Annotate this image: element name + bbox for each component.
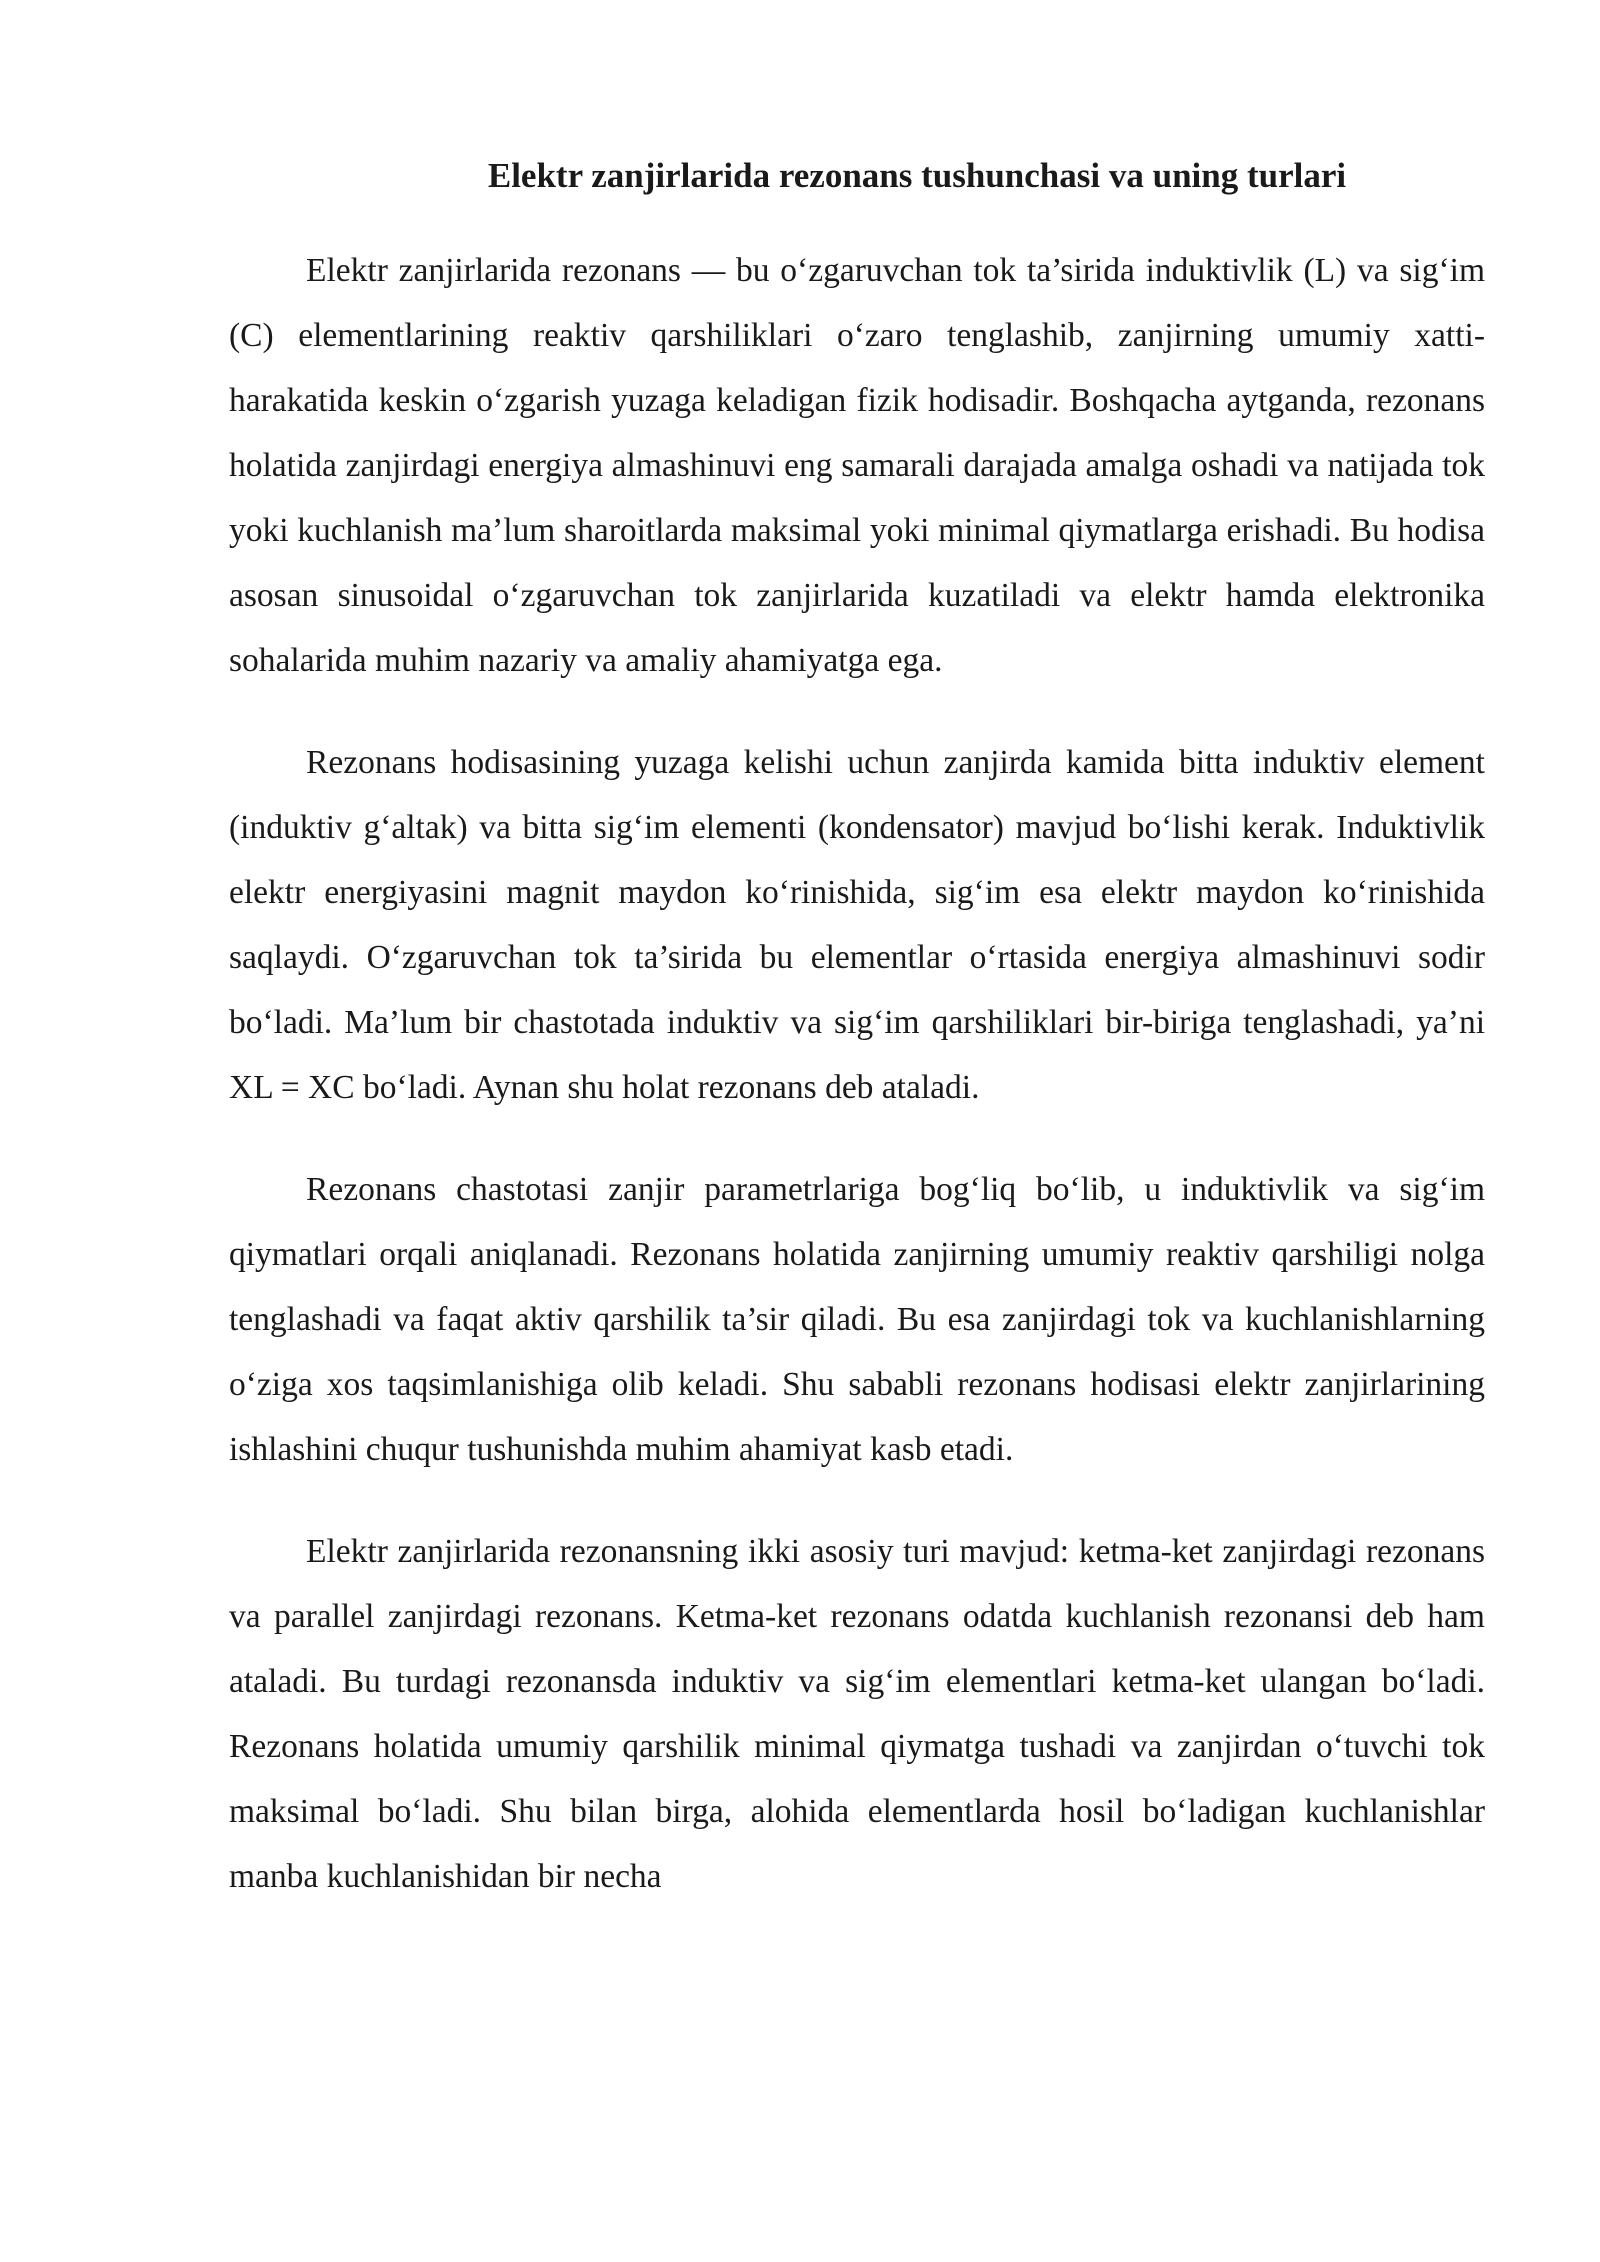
paragraph: Elektr zanjirlarida rezonans — bu o‘zgaruvchan tok ta’sirida induktivlik (L) va sig‘im (C) elementlarining reaktiv qarshiliklari o‘zaro tenglashib, zanjirning umumiy xatti-harakatida keskin o‘zgarish yuzaga keladigan fizik hodisadir. Boshqacha aytganda, rezonans holatida zanjirdagi energiya almashinuvi eng samarali darajada amalga oshadi va natijada tok yoki kuchlanish ma’lum sharoitlarda maksimal yoki minimal qiymatlarga erishadi. Bu hodisa asosan sinusoidal o‘zgaruvchan tok zanjirlarida kuzatiladi va elektr hamda elektronika sohalarida muhim nazariy va amaliy ahamiyatga ega. bbox=[229, 252, 1485, 679]
document-body bbox=[229, 150, 1485, 1909]
paragraph: Rezonans hodisasining yuzaga kelishi uchun zanjirda kamida bitta induktiv element (induktiv g‘altak) va bitta sig‘im elementi (kondensator) mavjud bo‘lishi kerak. Induktivlik elektr energiyasini magnit maydon ko‘rinishida, sig‘im esa elektr maydon ko‘rinishida saqlaydi. O‘zgaruvchan tok ta’sirida bu elementlar o‘rtasida energiya almashinuvi sodir bo‘ladi. Ma’lum bir chastotada induktiv va sig‘im qarshiliklari bir-biriga tenglashadi, ya’ni XL = XC bo‘ladi. Aynan shu holat rezonans deb ataladi. bbox=[229, 744, 1485, 1106]
paragraph: Rezonans chastotasi zanjir parametrlariga bog‘liq bo‘lib, u induktivlik va sig‘im qiymatlari orqali aniqlanadi. Rezonans holatida zanjirning umumiy reaktiv qarshiligi nolga tenglashadi va faqat aktiv qarshilik ta’sir qiladi. Bu esa zanjirdagi tok va kuchlanishlarning o‘ziga xos taqsimlanishiga olib keladi. Shu sababli rezonans hodisasi elektr zanjirlarining ishlashini chuqur tushunishda muhim ahamiyat kasb etadi. bbox=[229, 1171, 1485, 1468]
paragraph: Elektr zanjirlarida rezonansning ikki asosiy turi mavjud: ketma-ket zanjirdagi rezonans va parallel zanjirdagi rezonans. Ketma-ket rezonans odatda kuchlanish rezonansi deb ham ataladi. Bu turdagi rezonansda induktiv va sig‘im elementlari ketma-ket ulangan bo‘ladi. Rezonans holatida umumiy qarshilik minimal qiymatga tushadi va zanjirdan o‘tuvchi tok maksimal bo‘ladi. Shu bilan birga, alohida elementlarda hosil bo‘ladigan kuchlanishlar manba kuchlanishidan bir necha bbox=[229, 1533, 1485, 1895]
document-title: Elektr zanjirlarida rezonans tushunchasi va uning turlari bbox=[487, 156, 1347, 195]
